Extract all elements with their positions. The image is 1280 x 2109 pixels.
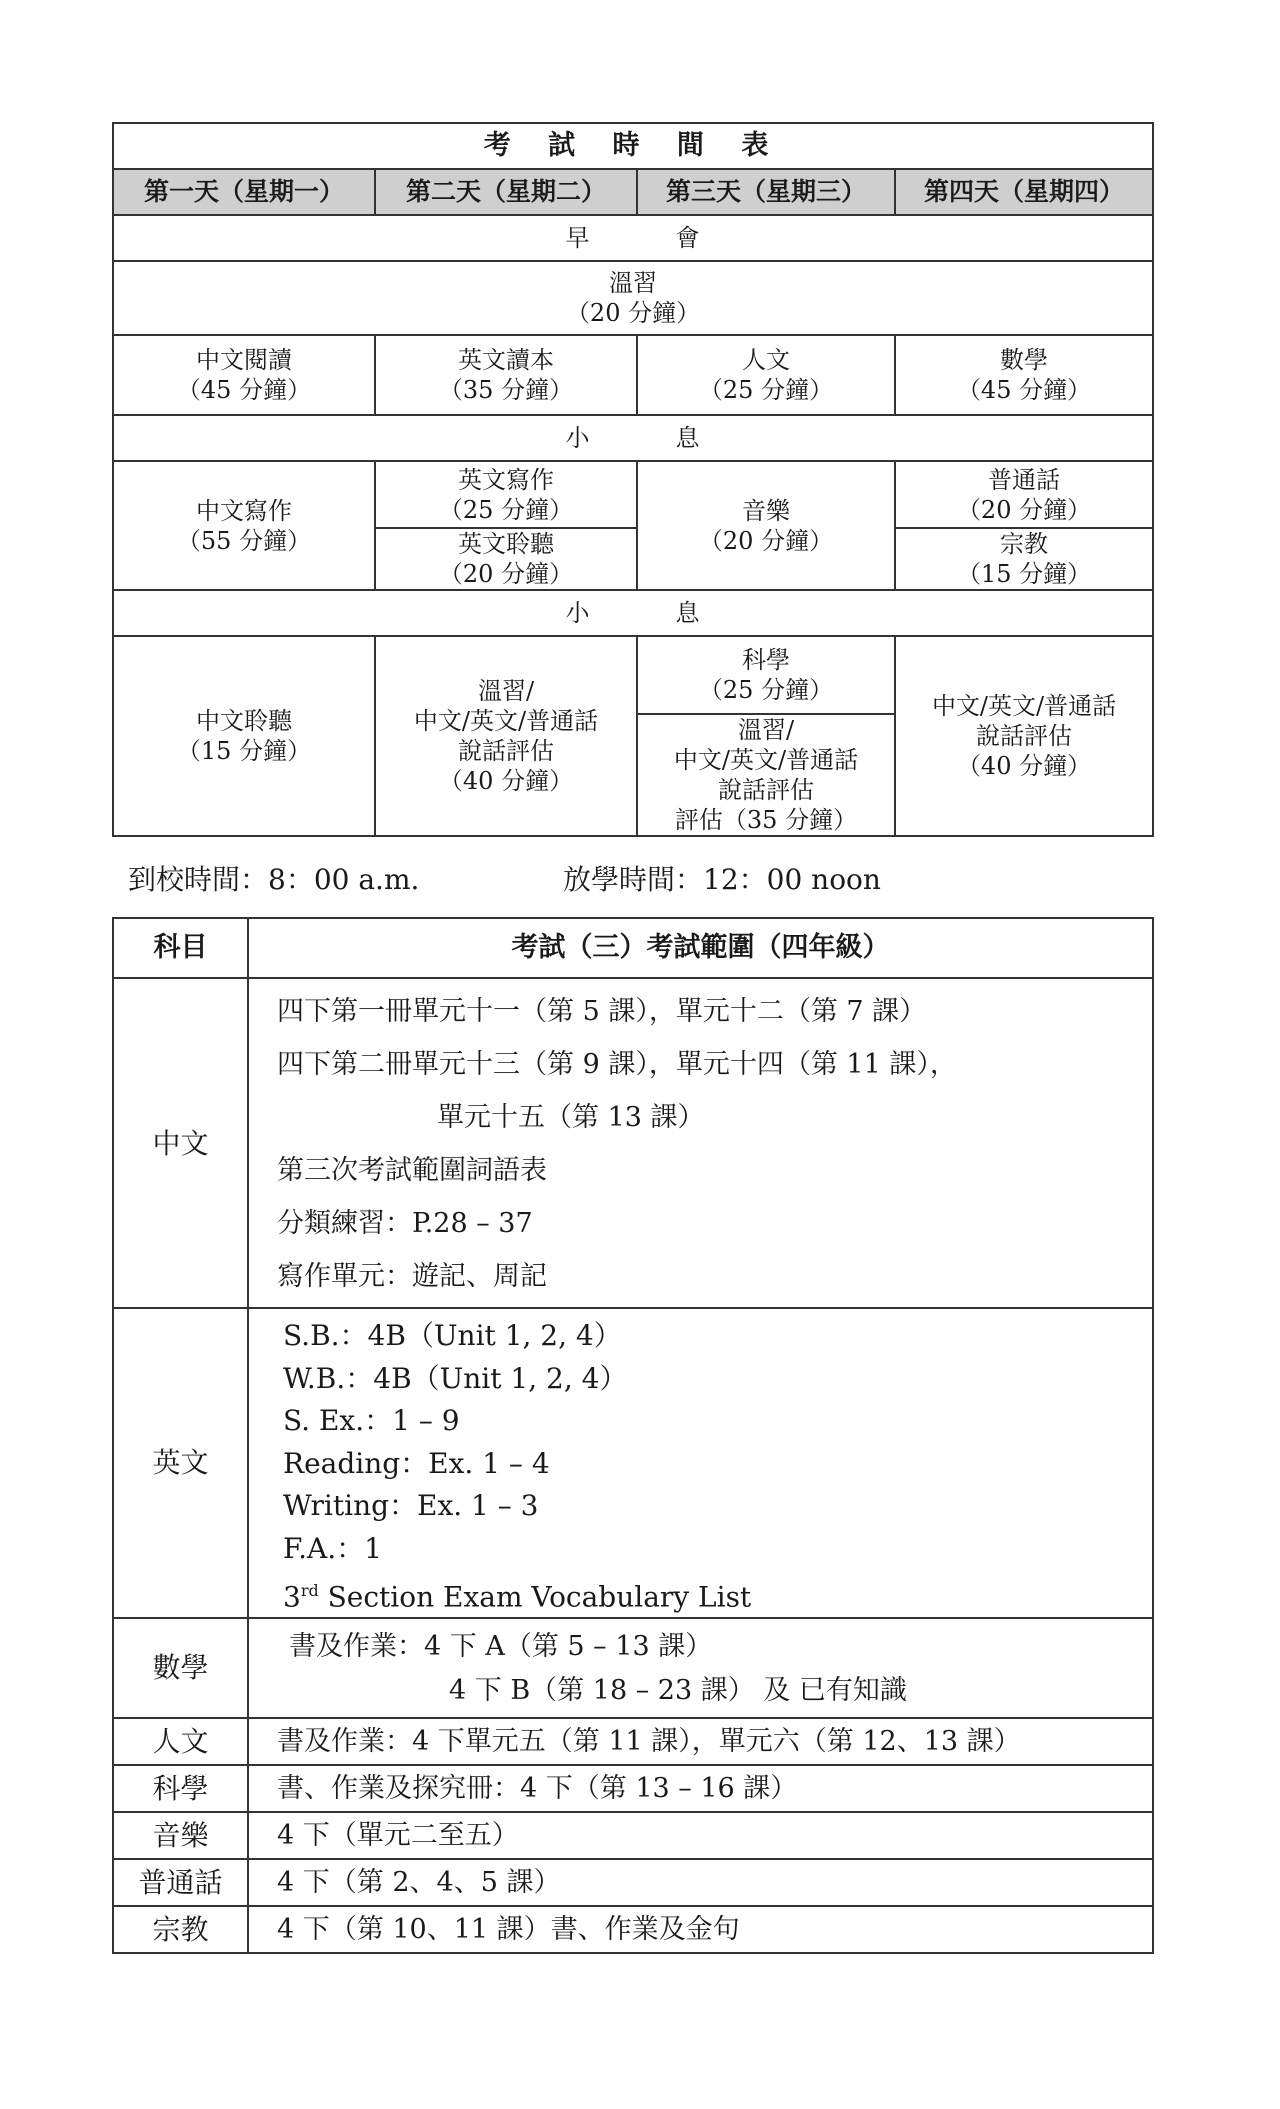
dismissal-time: 放學時間：12：00 noon [563, 863, 881, 896]
slot-line: 中文/英文/普通話 [673, 746, 859, 774]
slot-name: 中文聆聽 [196, 707, 292, 735]
header-subject: 科目 [113, 918, 248, 978]
slot-name: 中文閱讀 [196, 346, 292, 374]
subject-humanities: 人文 [113, 1718, 248, 1765]
scope-line: 書、作業及探究冊：4 下（第 13 – 16 課） [277, 1772, 798, 1804]
day-header-3: 第三天（星期三） [637, 169, 895, 215]
slot-line: 中文/英文/普通話 [931, 692, 1117, 720]
slot-line: 中文/英文/普通話 [413, 707, 599, 735]
scope-line: 單元十五（第 13 課） [437, 1102, 705, 1133]
slot-duration: （35 分鐘） [438, 376, 574, 404]
scope-science [248, 1765, 1153, 1812]
scope-line: Reading：Ex. 1 – 4 [283, 1446, 550, 1480]
slot-name: 科學 [742, 646, 790, 674]
scope-line: 書及作業：4 下單元五（第 11 課），單元六（第 12、13 課） [277, 1725, 1021, 1757]
scope-line: 四下第二冊單元十三（第 9 課），單元十四（第 11 課）， [277, 1049, 957, 1080]
slot-duration: （20 分鐘） [438, 560, 574, 588]
scope-chinese [248, 978, 1153, 1308]
slot-english-writing [375, 461, 637, 528]
recess-char-1: 小 [565, 424, 591, 452]
recess-char-2: 息 [675, 599, 701, 627]
slot-name: 數學 [1000, 346, 1049, 374]
exam-timetable [112, 122, 1154, 837]
slot-chinese-listening [113, 636, 375, 836]
scope-line: F.A.：1 [283, 1531, 382, 1565]
scope-line: 4 下（第 10、11 課）書、作業及金句 [277, 1913, 740, 1945]
scope-humanities [248, 1718, 1153, 1765]
scope-line: 第三次考試範圍詞語表 [277, 1155, 547, 1186]
recess-2 [113, 590, 1153, 636]
slot-english-reader [375, 335, 637, 415]
scope-line: 書及作業：4 下 A（第 5 – 13 課） [289, 1630, 713, 1662]
scope-religion [248, 1906, 1153, 1953]
vocab-text: Section Exam Vocabulary List [318, 1580, 752, 1614]
slot-duration: （15 分鐘） [956, 560, 1092, 588]
scope-line: 四下第一冊單元十一（第 5 課），單元十二（第 7 課） [277, 996, 927, 1027]
slot-duration: （20 分鐘） [698, 526, 834, 555]
scope-line: S. Ex.：1 – 9 [283, 1404, 460, 1437]
scope-line: Writing：Ex. 1 – 3 [283, 1489, 539, 1522]
recess-char-2: 息 [675, 424, 701, 452]
slot-name: 普通話 [988, 465, 1061, 494]
slot-science [637, 636, 895, 714]
slot-duration: （20 分鐘） [956, 495, 1092, 524]
scope-putonghua [248, 1859, 1153, 1906]
slot-oral-assessment-day2 [375, 636, 637, 836]
vocabulary-list-line [283, 1570, 1152, 1613]
assembly-char-1: 早 [565, 224, 591, 252]
scope-line: S.B.：4B（Unit 1, 2, 4） [283, 1319, 622, 1352]
slot-music [637, 461, 895, 590]
slot-oral-assessment-day4 [895, 636, 1153, 836]
vocab-ordinal-suffix: rd [300, 1581, 319, 1600]
scope-line: 分類練習：P.28 – 37 [277, 1208, 533, 1239]
slot-name: 宗教 [1000, 530, 1049, 558]
slot-putonghua [895, 461, 1153, 528]
slot-name: 英文聆聽 [458, 530, 554, 558]
exam-scope-table [112, 917, 1154, 1954]
revision-slot [113, 261, 1153, 335]
scope-english [248, 1308, 1153, 1618]
school-times [128, 858, 881, 898]
day-header-2: 第二天（星期二） [375, 169, 637, 215]
slot-line: 評估（35 分鐘） [674, 806, 858, 834]
subject-putonghua: 普通話 [113, 1859, 248, 1906]
slot-line: 溫習/ [477, 677, 535, 705]
slot-maths [895, 335, 1153, 415]
slot-line: 溫習/ [737, 716, 795, 744]
recess-1 [113, 415, 1153, 461]
slot-name: 英文寫作 [458, 465, 554, 494]
slot-line: 說話評估 [976, 722, 1073, 750]
scope-music [248, 1812, 1153, 1859]
scope-line: 寫作單元：遊記、周記 [277, 1261, 547, 1292]
slot-duration: （25 分鐘） [698, 676, 834, 704]
subject-chinese: 中文 [113, 978, 248, 1308]
scope-maths [248, 1618, 1153, 1718]
slot-duration: （25 分鐘） [438, 495, 574, 524]
scope-line: 4 下（單元二至五） [277, 1819, 519, 1851]
assembly-char-2: 會 [675, 224, 701, 252]
revision-name: 溫習 [609, 269, 658, 297]
subject-religion: 宗教 [113, 1906, 248, 1953]
slot-english-listening [375, 528, 637, 590]
slot-duration: （45 分鐘） [176, 376, 312, 404]
slot-chinese-writing [113, 461, 375, 590]
morning-assembly [113, 215, 1153, 261]
slot-humanities [637, 335, 895, 415]
subject-maths: 數學 [113, 1618, 248, 1718]
scope-line: W.B.：4B（Unit 1, 2, 4） [283, 1361, 628, 1395]
slot-duration: （15 分鐘） [176, 737, 312, 765]
recess-char-1: 小 [565, 599, 591, 627]
timetable-title: 考 試 時 間 表 [113, 123, 1153, 169]
slot-religion [895, 528, 1153, 590]
arrival-time: 到校時間：8：00 a.m. [128, 863, 420, 896]
slot-duration: （25 分鐘） [698, 376, 834, 404]
slot-duration: （40 分鐘） [956, 752, 1092, 780]
slot-name: 音樂 [742, 496, 790, 525]
slot-chinese-reading [113, 335, 375, 415]
slot-line: 說話評估 [718, 776, 814, 804]
subject-music: 音樂 [113, 1812, 248, 1859]
slot-duration: （40 分鐘） [438, 767, 574, 795]
slot-name: 英文讀本 [458, 346, 554, 374]
scope-line: 4 下 B（第 18 – 23 課） 及 已有知識 [449, 1674, 907, 1706]
day-header-1: 第一天（星期一） [113, 169, 375, 215]
slot-duration: （55 分鐘） [176, 526, 312, 555]
slot-name: 人文 [742, 346, 790, 374]
slot-name: 中文寫作 [196, 496, 292, 525]
subject-science: 科學 [113, 1765, 248, 1812]
header-scope: 考試（三）考試範圍（四年級） [248, 918, 1153, 978]
subject-english: 英文 [113, 1308, 248, 1618]
scope-line: 4 下（第 2、4、5 課） [277, 1866, 561, 1898]
day-header-4: 第四天（星期四） [895, 169, 1153, 215]
slot-line: 說話評估 [458, 737, 554, 765]
revision-duration: （20 分鐘） [565, 299, 701, 327]
slot-oral-assessment-day3 [637, 714, 895, 836]
slot-duration: （45 分鐘） [956, 376, 1092, 404]
vocab-ordinal: 3 [283, 1580, 301, 1614]
